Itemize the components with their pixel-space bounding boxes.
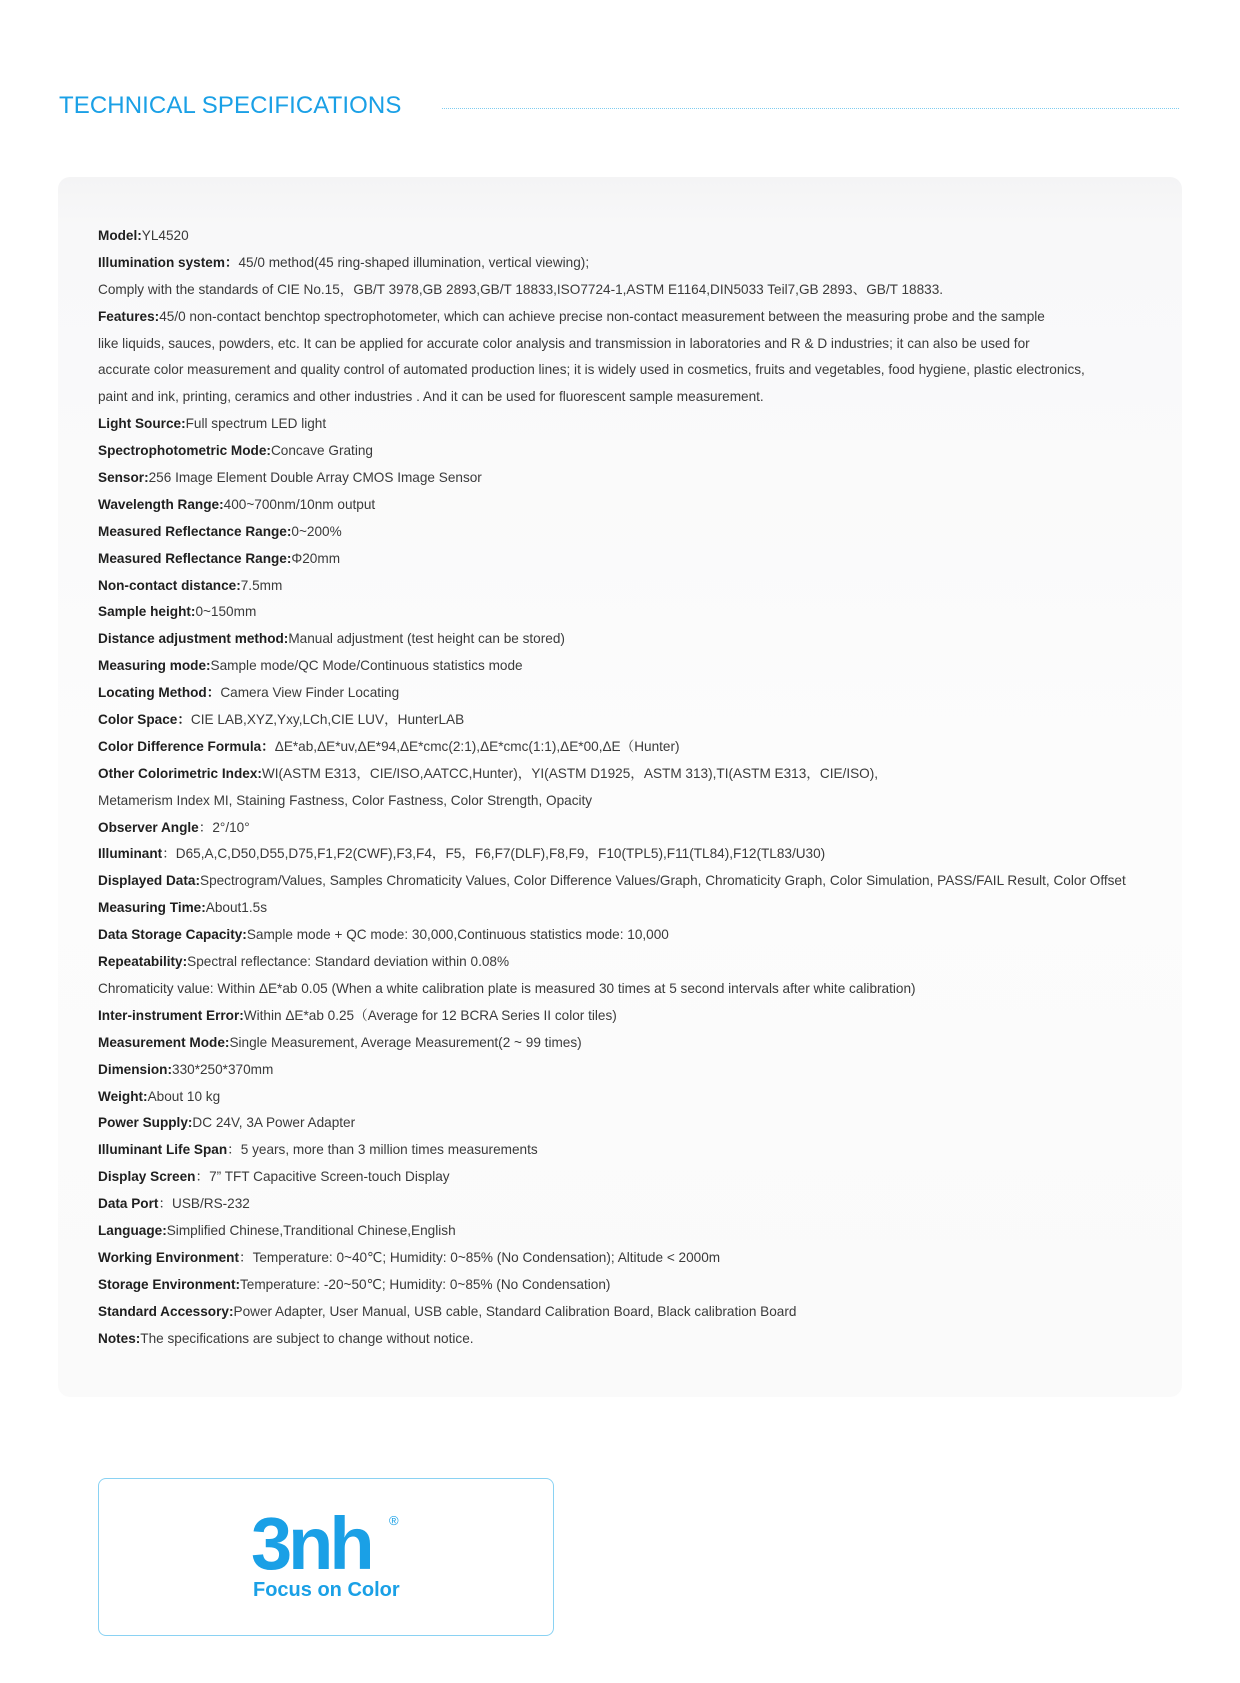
spec-value: ：USB/RS-232 xyxy=(158,1196,250,1212)
spec-value: About 10 kg xyxy=(147,1088,221,1104)
spec-value: 256 Image Element Double Array CMOS Image Sensor xyxy=(148,470,482,486)
spec-value: ：2°/10° xyxy=(198,819,250,835)
brand-logo-3nh: 3nh xyxy=(251,1502,371,1585)
spec-row xyxy=(98,384,1168,411)
spec-label: Notes: xyxy=(98,1330,141,1346)
spec-row xyxy=(98,626,1168,653)
spec-value: Temperature: -20~50℃; Humidity: 0~85% (No Condensation) xyxy=(240,1276,611,1292)
spec-value: DC 24V, 3A Power Adapter xyxy=(192,1115,356,1131)
spec-value: like liquids, sauces, powders, etc. It can be applied for accurate color analysis and transmission in laboratories and R & D industries; it can also be used for xyxy=(98,335,1030,351)
spec-value: Manual adjustment (test height can be stored) xyxy=(288,631,565,647)
spec-value: Power Adapter, User Manual, USB cable, Standard Calibration Board, Black calibration Board xyxy=(233,1303,797,1319)
spec-row xyxy=(98,788,1168,815)
spec-row xyxy=(98,841,1168,868)
spec-row xyxy=(98,277,1168,304)
spec-label: Displayed Data: xyxy=(98,873,200,889)
spec-row xyxy=(98,1084,1168,1111)
spec-label: Color Difference Formula： xyxy=(98,738,275,754)
spec-row xyxy=(98,1110,1168,1137)
spec-label: Inter-instrument Error: xyxy=(98,1007,244,1023)
spec-row xyxy=(98,599,1168,626)
registered-mark: ® xyxy=(389,1513,399,1528)
spec-value: 7.5mm xyxy=(240,577,283,593)
spec-value: CIE LAB,XYZ,Yxy,LCh,CIE LUV，HunterLAB xyxy=(190,712,465,728)
spec-value: Within ΔE*ab 0.25（Average for 12 BCRA Series II color tiles) xyxy=(243,1007,617,1023)
spec-label: Data Port xyxy=(98,1196,159,1212)
spec-value: Spectrogram/Values, Samples Chromaticity Values, Color Difference Values/Graph, Chromaticity Graph, Color Simulation, PASS/FAIL Result, Color Offset xyxy=(200,873,1126,889)
spec-label: Light Source: xyxy=(98,416,186,432)
spec-value: ：5 years, more than 3 million times measurements xyxy=(227,1142,538,1158)
spec-value: Spectral reflectance: Standard deviation within 0.08% xyxy=(187,954,510,970)
specifications-panel xyxy=(58,177,1182,1397)
spec-value: accurate color measurement and quality control of automated production lines; it is widely used in cosmetics, fruits and vegetables, food hygiene, plastic electronics, xyxy=(98,362,1085,378)
spec-value: Sample mode/QC Mode/Continuous statistics mode xyxy=(210,658,523,674)
spec-row xyxy=(98,868,1168,895)
spec-value: Φ20mm xyxy=(291,550,341,566)
spec-value: ：7” TFT Capacitive Screen-touch Display xyxy=(195,1169,450,1185)
spec-value: 0~150mm xyxy=(195,604,257,620)
spec-row xyxy=(98,707,1168,734)
spec-value: 330*250*370mm xyxy=(172,1061,274,1077)
spec-label: Display Screen xyxy=(98,1169,196,1185)
spec-label: Wavelength Range: xyxy=(98,496,224,512)
spec-row xyxy=(98,465,1168,492)
spec-label: Model: xyxy=(98,228,142,243)
spec-row xyxy=(98,519,1168,546)
spec-label: Measuring Time: xyxy=(98,900,206,916)
spec-value: The specifications are subject to change without notice. xyxy=(140,1330,474,1346)
spec-label: Illumination system： xyxy=(98,254,239,270)
spec-row xyxy=(98,331,1168,358)
spec-value: YL4520 xyxy=(141,228,189,243)
section-header xyxy=(59,90,1179,126)
spec-row xyxy=(98,1164,1168,1191)
spec-row xyxy=(98,895,1168,922)
spec-value: Single Measurement, Average Measurement(2 ~ 99 times) xyxy=(229,1034,582,1050)
spec-value: 45/0 method(45 ring-shaped illumination, vertical viewing); xyxy=(238,254,590,270)
spec-label: Illuminant Life Span xyxy=(98,1142,228,1158)
spec-label: Language: xyxy=(98,1222,167,1238)
spec-value: Full spectrum LED light xyxy=(185,416,327,432)
spec-row xyxy=(98,1299,1168,1326)
spec-label: Illuminant xyxy=(98,846,163,862)
spec-row xyxy=(98,546,1168,573)
spec-label: Sample height: xyxy=(98,604,196,620)
spec-row xyxy=(98,1003,1168,1030)
spec-row xyxy=(98,949,1168,976)
spec-label: Power Supply: xyxy=(98,1115,193,1131)
spec-label: Standard Accessory: xyxy=(98,1303,234,1319)
spec-label: Storage Environment: xyxy=(98,1276,240,1292)
spec-label: Sensor: xyxy=(98,470,149,486)
spec-value: Camera View Finder Locating xyxy=(220,685,400,701)
spec-row xyxy=(98,1218,1168,1245)
spec-row xyxy=(98,653,1168,680)
spec-row xyxy=(98,1137,1168,1164)
brand-logo-card xyxy=(98,1478,554,1636)
spec-label: Observer Angle xyxy=(98,819,199,835)
spec-row xyxy=(98,223,1168,250)
spec-label: Locating Method： xyxy=(98,685,221,701)
header-dotted-divider xyxy=(442,108,1179,109)
spec-label: Weight: xyxy=(98,1088,148,1104)
spec-value: 400~700nm/10nm output xyxy=(223,496,376,512)
spec-row xyxy=(98,1272,1168,1299)
spec-label: Non-contact distance: xyxy=(98,577,241,593)
spec-label: Measurement Mode: xyxy=(98,1034,230,1050)
spec-label: Repeatability: xyxy=(98,954,188,970)
spec-value: ΔE*ab,ΔE*uv,ΔE*94,ΔE*cmc(2:1),ΔE*cmc(1:1),ΔE*00,ΔE（Hunter) xyxy=(274,738,680,754)
spec-row xyxy=(98,1245,1168,1272)
spec-row xyxy=(98,438,1168,465)
spec-list xyxy=(98,223,1168,1352)
spec-row xyxy=(98,1030,1168,1057)
spec-value: Simplified Chinese,Tranditional Chinese,English xyxy=(166,1222,456,1238)
spec-row xyxy=(98,976,1168,1003)
spec-value: 45/0 non-contact benchtop spectrophotometer, which can achieve precise non-contact measurement between the measuring probe and the sample xyxy=(159,308,1045,324)
spec-value: Concave Grating xyxy=(270,443,373,459)
spec-value: 0~200% xyxy=(291,523,342,539)
spec-label: Color Space： xyxy=(98,712,191,728)
spec-label: Measuring mode: xyxy=(98,658,211,674)
spec-label: Measured Reflectance Range: xyxy=(98,523,292,539)
spec-row xyxy=(98,492,1168,519)
spec-row xyxy=(98,1326,1168,1353)
spec-label: Data Storage Capacity: xyxy=(98,927,247,943)
spec-value: WI(ASTM E313，CIE/ISO,AATCC,Hunter)，YI(ASTM D1925，ASTM 313),TI(ASTM E313，CIE/ISO), xyxy=(261,765,879,781)
spec-label: Spectrophotometric Mode: xyxy=(98,443,271,459)
spec-row xyxy=(98,357,1168,384)
spec-row xyxy=(98,815,1168,842)
spec-row xyxy=(98,411,1168,438)
spec-value: About1.5s xyxy=(205,900,267,916)
spec-label: Dimension: xyxy=(98,1061,173,1077)
spec-label: Features: xyxy=(98,308,160,324)
spec-row xyxy=(98,250,1168,277)
spec-value: Comply with the standards of CIE No.15，GB/T 3978,GB 2893,GB/T 18833,ISO7724-1,ASTM E1164,DIN5033 Teil7,GB 2893、GB/T 18833. xyxy=(98,281,944,297)
spec-label: Other Colorimetric Index: xyxy=(98,765,262,781)
spec-row xyxy=(98,573,1168,600)
spec-value: paint and ink, printing, ceramics and other industries . And it can be used for fluorescent sample measurement. xyxy=(98,389,764,405)
brand-tagline: Focus on Color xyxy=(253,1579,400,1601)
spec-row xyxy=(98,680,1168,707)
spec-row xyxy=(98,304,1168,331)
spec-value: ：Temperature: 0~40℃; Humidity: 0~85% (No Condensation); Altitude < 2000m xyxy=(238,1249,721,1265)
spec-value: Sample mode + QC mode: 30,000,Continuous statistics mode: 10,000 xyxy=(246,927,669,943)
spec-label: Measured Reflectance Range: xyxy=(98,550,292,566)
spec-value: ：D65,A,C,D50,D55,D75,F1,F2(CWF),F3,F4，F5，F6,F7(DLF),F8,F9，F10(TPL5),F11(TL84),F12(TL83/U30) xyxy=(162,846,826,862)
spec-row xyxy=(98,922,1168,949)
page-title: TECHNICAL SPECIFICATIONS xyxy=(59,92,402,119)
spec-row xyxy=(98,761,1168,788)
spec-row xyxy=(98,1057,1168,1084)
spec-row xyxy=(98,1191,1168,1218)
spec-label: Distance adjustment method: xyxy=(98,631,289,647)
spec-value: Metamerism Index MI, Staining Fastness, Color Fastness, Color Strength, Opacity xyxy=(98,792,593,808)
spec-label: Working Environment xyxy=(98,1249,239,1265)
spec-value: Chromaticity value: Within ΔE*ab 0.05 (When a white calibration plate is measured 30 times at 5 second intervals after white calibration) xyxy=(98,980,916,996)
spec-row xyxy=(98,734,1168,761)
